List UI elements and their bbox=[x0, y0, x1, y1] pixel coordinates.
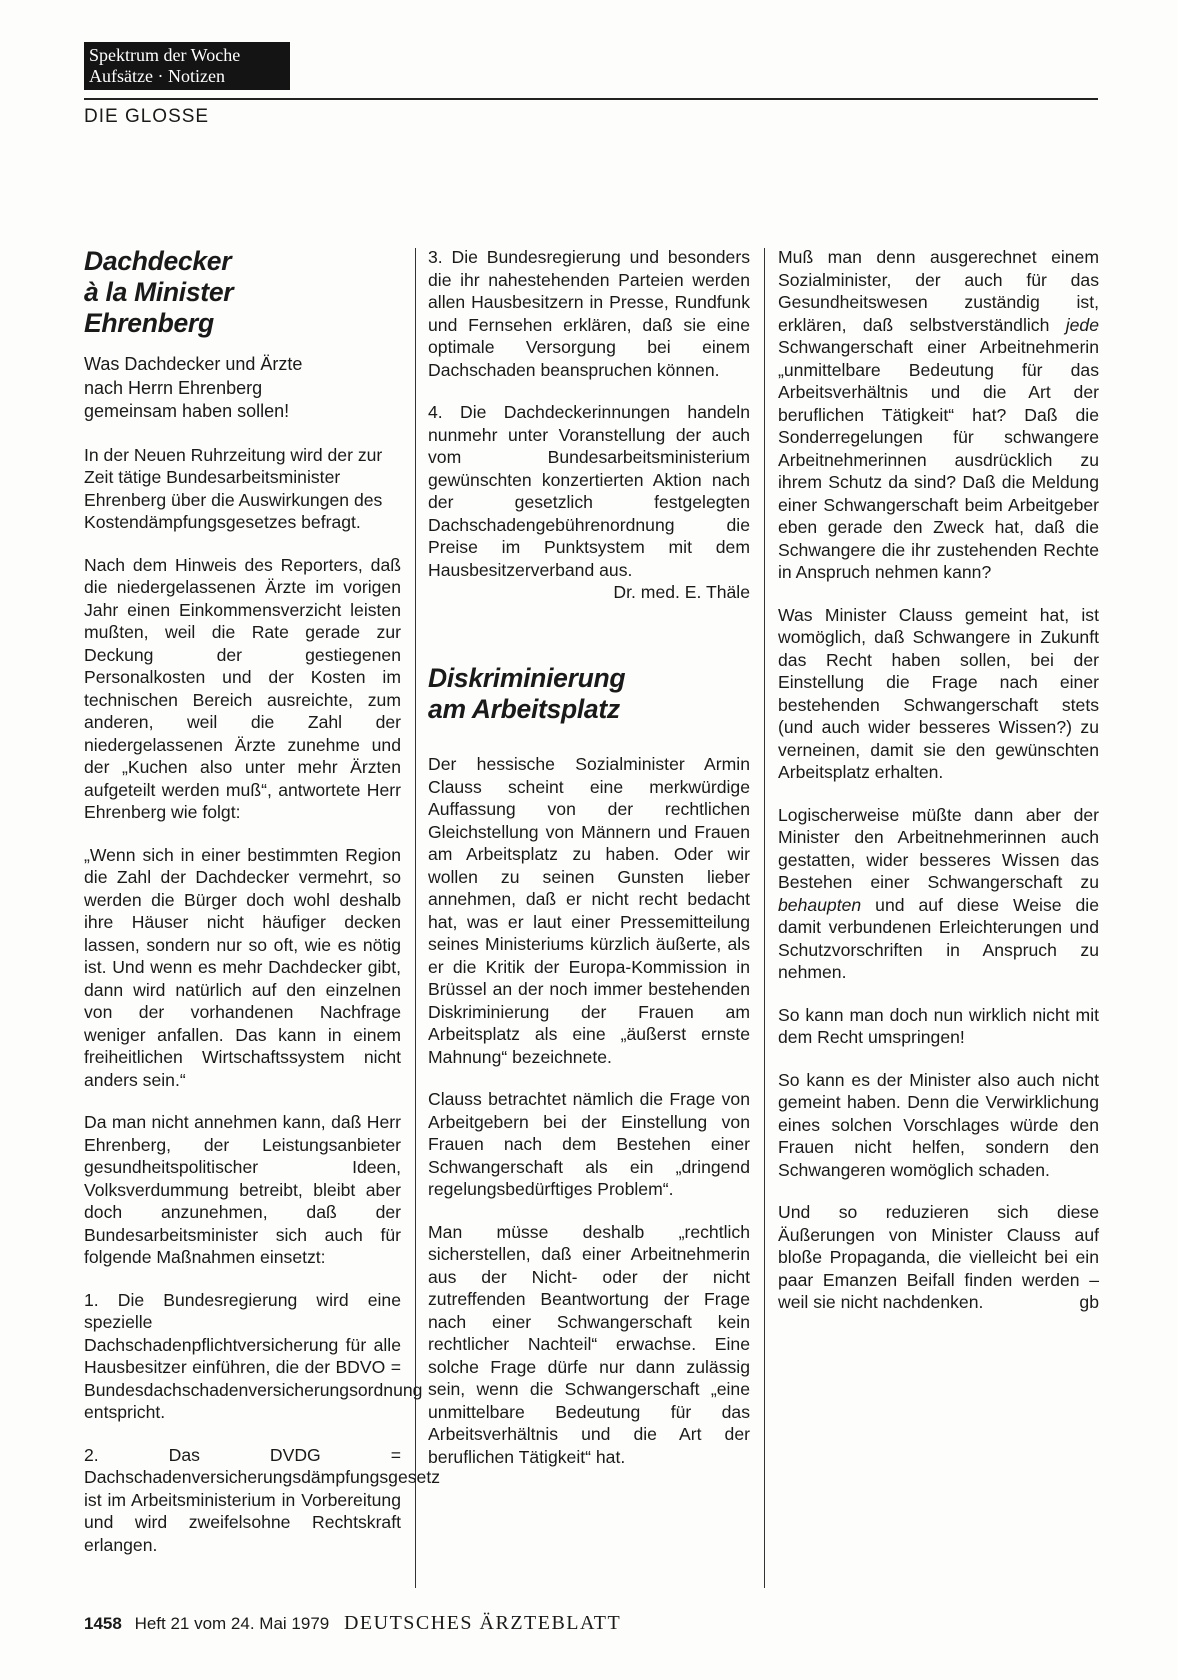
column-1 bbox=[84, 246, 440, 1576]
column-2 bbox=[428, 246, 750, 1488]
article2-paragraph: Und so reduzieren sich diese Äußerungen von Minister Clauss auf bloße Propaganda, die vielleicht bei ein paar Emanzen Beifall finden werden – weil sie nicht nachdenken. gb bbox=[778, 1202, 1099, 1312]
column-divider-2 bbox=[764, 248, 765, 1588]
article1-paragraph: Nach dem Hinweis des Reporters, daß die niedergelassenen Ärzte im vorigen Jahr einen Einkommensverzicht leisten mußten, weil die Rate gerade zur Deckung der gestiegenen Personalkosten und der Kosten im technischen Bereich ausreichte, zum anderen, weil die Zahl der niedergelassenen Ärzte zunehme und der „Kuchen also unter mehr Ärzten aufgeteilt werden muß“, antwortete Herr Ehrenberg wie folgt: bbox=[84, 554, 401, 822]
article2-title: Diskriminierung am Arbeitsplatz bbox=[428, 663, 626, 724]
emphasis-behaupten: behaupten bbox=[778, 894, 862, 915]
page-number: 1458 bbox=[84, 1614, 122, 1633]
header-rule bbox=[84, 98, 1098, 100]
article1-paragraph: Da man nicht annehmen kann, daß Herr Ehrenberg, der Leistungsanbieter gesundheitspolitischer Ideen, Volksverdummung betreibt, bleibt aber doch anzunehmen, daß der Bundesarbeitsminister sich auch für folgende Maßnahmen einsetzt: bbox=[84, 1112, 401, 1267]
page-footer bbox=[84, 1612, 621, 1635]
section-label-line2: Aufsätze · Notizen bbox=[89, 66, 225, 86]
article2-paragraph: Clauss betrachtet nämlich die Frage von Arbeitgebern bei der Einstellung von Frauen nach dem Bestehen einer Schwangerschaft als ein „dringend regelungsbedürftiges Problem“. bbox=[428, 1089, 750, 1199]
article2-signature: gb bbox=[1079, 1292, 1099, 1312]
article2-paragraph: Muß man denn ausgerechnet einem Sozialminister, der auch für das Gesundheitswesen zuständig ist, erklären, daß selbstverständlich jede Schwangerschaft einer Arbeitnehmerin „unmittelbare Bedeutung für das Arbeitsverhältnis und die Art der beruflichen Tätigkeit“ hat? Daß die Sonderregelungen für schwangere Arbeitnehmerinnen ausdrücklich zu ihrem Schutz da sind? Daß die Meldung einer Schwangerschaft beim Arbeitgeber eben gerade den Zweck hat, daß die Schwangere die ihr zustehenden Rechte in Anspruch nehmen kann? bbox=[778, 247, 1099, 582]
category-label: DIE GLOSSE bbox=[84, 106, 210, 127]
article2-paragraph: Der hessische Sozialminister Armin Clauss scheint eine merkwürdige Auffassung von der rechtlichen Gleichstellung von Männern und Frauen am Arbeitsplatz zu haben. Oder wir wollen zu seinen Gunsten lieber annehmen, daß er nicht recht bedacht hat, was er laut einer Pressemitteilung seines Ministeriums kürzlich äußerte, als er die Kritik der Europa-Kommission in Brüssel an der noch immer bestehenden Diskriminierung der Frauen am Arbeitsplatz als eine „äußerst ernste Mahnung“ bezeichnete. bbox=[428, 754, 750, 1067]
emphasis-jede: jede bbox=[1065, 314, 1099, 335]
article2-paragraph: Was Minister Clauss gemeint hat, ist womöglich, daß Schwangere in Zukunft das Recht haben sollen, bei der Einstellung die Frage nach einer bestehenden Schwangerschaft stets (und auch wider besseres Wissen?) zu verneinen, damit sie den gewünschten Arbeitsplatz erhalten. bbox=[778, 604, 1099, 782]
article1-list-item: 1. Die Bundesregierung wird eine spezielle Dachschadenpflichtversicherung für alle Hausbesitzer einführen, die der BDVO = Bundesdachschadenversicherungsordnung entspricht. bbox=[84, 1289, 423, 1422]
article1-subtitle: Was Dachdecker und Ärzte nach Herrn Ehrenberg gemeinsam haben sollen! bbox=[84, 354, 303, 421]
section-label-line1: Spektrum der Woche bbox=[89, 45, 241, 65]
article2-paragraph: Man müsse deshalb „rechtlich sicherstellen, daß einer Arbeitnehmerin aus der Nicht- oder der nicht zutreffenden Beantwortung der Frage nach einer Schwangerschaft kein rechtlicher Nachteil“ erwachse. Eine solche Frage dürfe nur dann zulässig sein, wenn die Schwangerschaft „eine unmittelbare Bedeutung für das Arbeitsverhältnis und die Art der beruflichen Tätigkeit“ hat. bbox=[428, 1221, 750, 1467]
magazine-name: DEUTSCHES ÄRZTEBLATT bbox=[343, 1612, 622, 1634]
article1-list-item: 2. Das DVDG = Dachschadenversicherungsdämpfungsgesetz ist im Arbeitsministerium in Vorbereitung und wird zweifelsohne Rechtskraft erlangen. bbox=[84, 1444, 440, 1555]
article1-list-item: 4. Die Dachdeckerinnungen handeln nunmehr unter Voranstellung der auch vom Bundesarbeitsministerium gewünschten konzertierten Aktion nach der gesetzlich festgelegten Dachschadengebührenordnung die Preise im Punktsystem mit dem Hausbesitzerverband aus. Dr. med. E. Thäle bbox=[428, 402, 750, 602]
article2-paragraph: Logischerweise müßte dann aber der Minister den Arbeitnehmerinnen auch gestatten, wider besseres Wissen das Bestehen einer Schwangerschaft zu behaupten und auf diese Weise die damit verbundenen Erleichterungen und Schutzvorschriften in Anspruch zu nehmen. bbox=[778, 804, 1099, 982]
article1-title: Dachdecker à la Minister Ehrenberg bbox=[84, 246, 234, 338]
article2-paragraph: So kann man doch nun wirklich nicht mit dem Recht umspringen! bbox=[778, 1004, 1099, 1047]
article1-paragraph: In der Neuen Ruhrzeitung wird der zur Zeit tätige Bundesarbeitsminister Ehrenberg über die Auswirkungen des Kostendämpfungsgesetzes befragt. bbox=[84, 444, 383, 532]
column-3 bbox=[778, 246, 1099, 1334]
article1-paragraph: „Wenn sich in einer bestimmten Region die Zahl der Dachdecker vermehrt, so werden die Bürger doch wohl deshalb ihre Häuser nicht häufiger decken lassen, sondern nur so oft, wie es nötig ist. Und wenn es mehr Dachdecker gibt, dann wird natürlich auf den einzelnen von der vorhandenen Nachfrage weniger anfallen. Das kann in einem freiheitlichen Wirtschaftssystem nicht anders sein.“ bbox=[84, 844, 401, 1090]
section-label bbox=[84, 42, 290, 90]
article2-paragraph: So kann es der Minister also auch nicht gemeint haben. Denn die Verwirklichung eines solchen Vorschlages würde den Frauen nicht helfen, sondern den Schwangeren womöglich schaden. bbox=[778, 1069, 1099, 1180]
issue-info: Heft 21 vom 24. Mai 1979 bbox=[134, 1614, 330, 1633]
article1-list-item: 3. Die Bundesregierung und besonders die ihr nahestehenden Parteien werden allen Hausbesitzern in Presse, Rundfunk und Fernsehen erklären, daß sie eine optimale Versorgung bei einem Dachschaden beanspruchen können. bbox=[428, 247, 750, 380]
article1-signature: Dr. med. E. Thäle bbox=[613, 582, 750, 602]
